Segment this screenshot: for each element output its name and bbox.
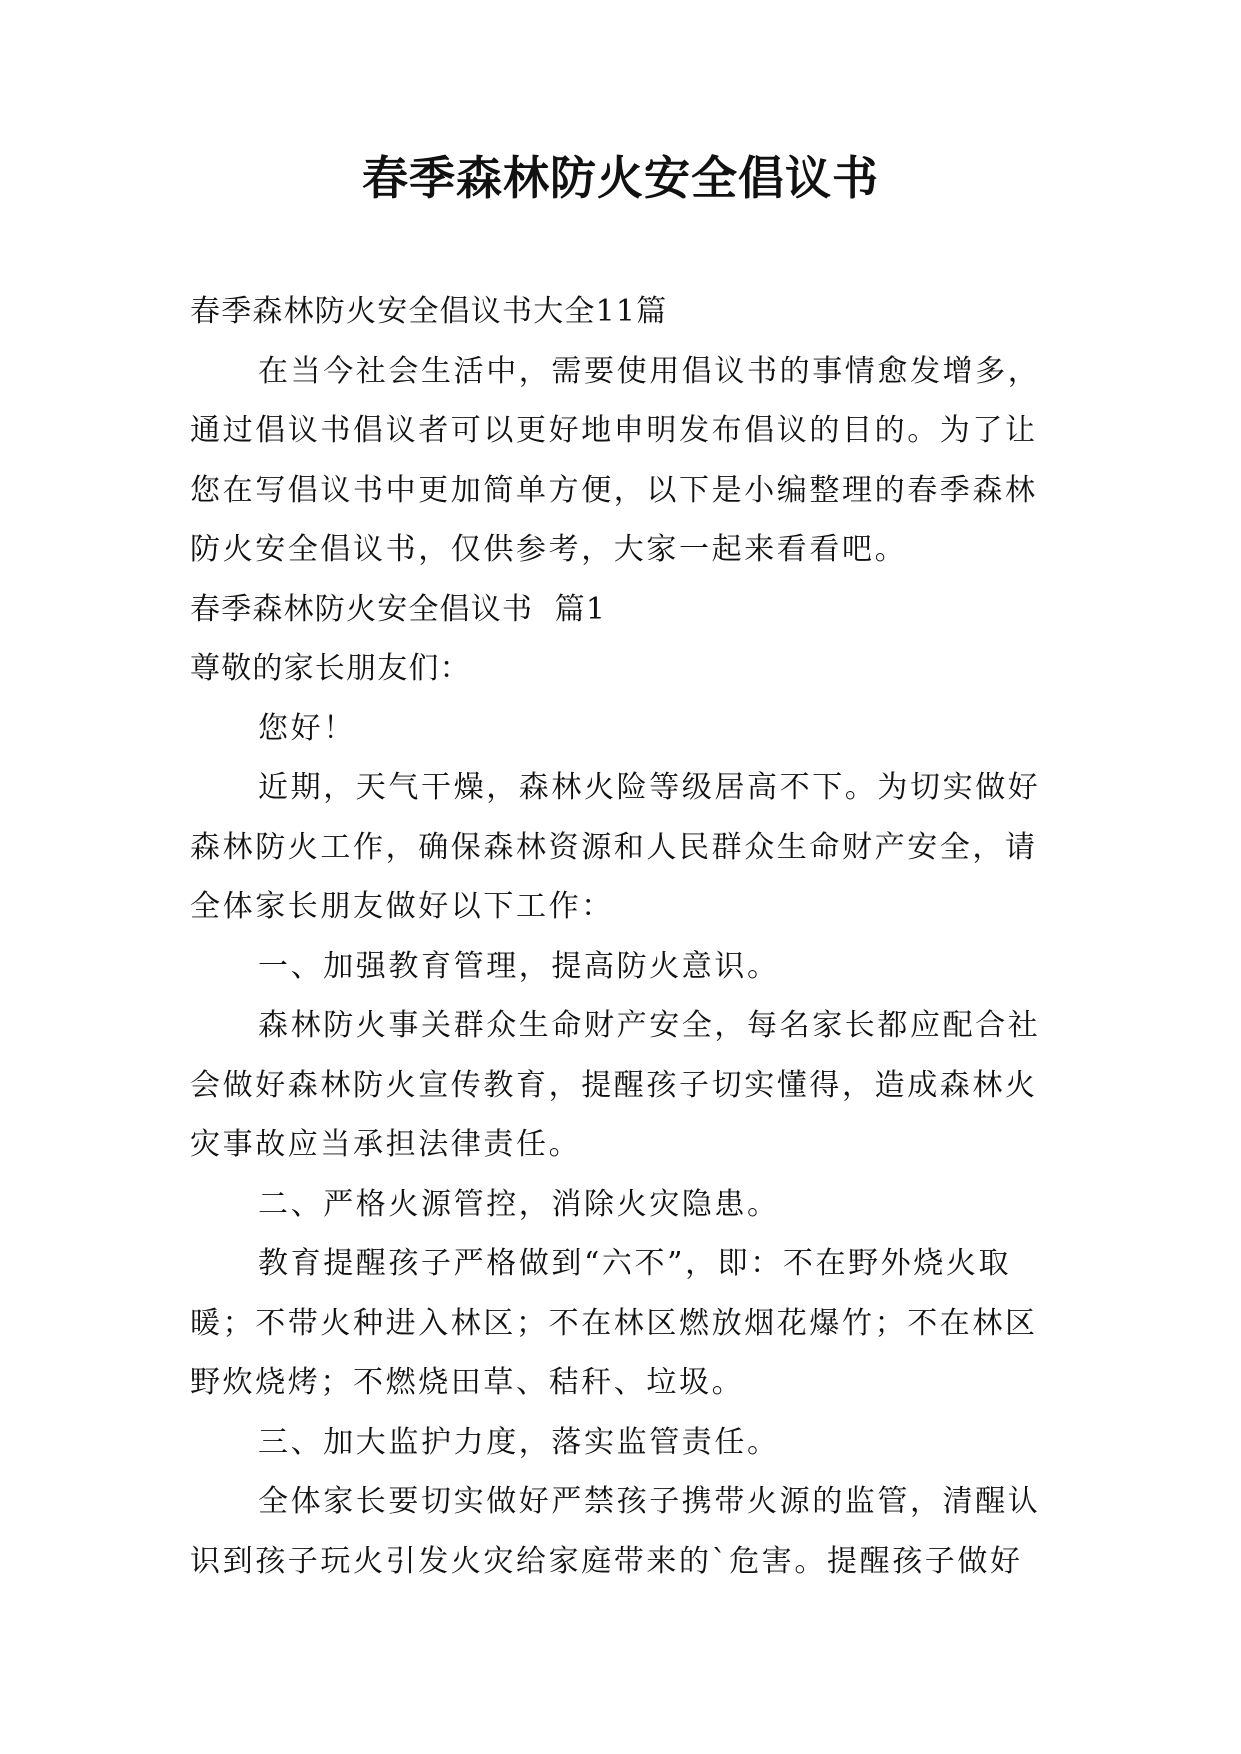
paragraph-line: 近期，天气干燥，森林火险等级居高不下。为切实做好 — [258, 770, 1041, 805]
paragraph-line: 野炊烧烤；不燃烧田草、秸秆、垃圾。 — [190, 1365, 745, 1400]
paragraph-line: 全体家长要切实做好严禁孩子携带火源的监管，清醒认 — [258, 1484, 1041, 1519]
salutation: 尊敬的家长朋友们： — [190, 651, 471, 686]
section-heading: 春季森林防火安全倡议书 篇1 — [190, 591, 607, 627]
paragraph-line: 教育提醒孩子严格做到“六不”，即：不在野外烧火取 — [258, 1246, 1012, 1281]
document-title: 春季森林防火安全倡议书 — [362, 151, 879, 205]
intro-paragraph-line: 防火安全倡议书，仅供参考，大家一起来看看吧。 — [190, 532, 908, 567]
intro-paragraph-line: 您在写倡议书中更加简单方便，以下是小编整理的春季森林 — [190, 472, 1038, 508]
paragraph-line: 灾事故应当承担法律责任。 — [190, 1127, 582, 1162]
subtitle-line: 春季森林防火安全倡议书大全11篇 — [190, 294, 668, 329]
paragraph-line: 会做好森林防火宣传教育，提醒孩子切实懂得，造成森林火 — [190, 1067, 1038, 1103]
point-heading: 二、严格火源管控，消除火灾隐患。 — [258, 1186, 780, 1222]
point-heading: 三、加大监护力度，落实监管责任。 — [258, 1424, 780, 1460]
paragraph-line: 森林防火事关群众生命财产安全，每名家长都应配合社 — [258, 1008, 1041, 1043]
intro-paragraph-line: 在当今社会生活中，需要使用倡议书的事情愈发增多， — [258, 353, 1041, 389]
paragraph-line: 森林防火工作，确保森林资源和人民群众生命财产安全，请 — [190, 829, 1038, 865]
paragraph-line: 暖；不带火种进入林区；不在林区燃放烟花爆竹；不在林区 — [190, 1305, 1038, 1341]
paragraph-line: 识到孩子玩火引发火灾给家庭带来的`危害。提醒孩子做好 — [190, 1543, 1023, 1579]
document-body — [190, 282, 1060, 1591]
point-heading: 一、加强教育管理，提高防火意识。 — [258, 948, 780, 984]
greeting: 您好！ — [258, 710, 356, 746]
paragraph-line: 全体家长朋友做好以下工作： — [190, 889, 614, 924]
intro-paragraph-line: 通过倡议书倡议者可以更好地申明发布倡议的目的。为了让 — [190, 413, 1038, 448]
